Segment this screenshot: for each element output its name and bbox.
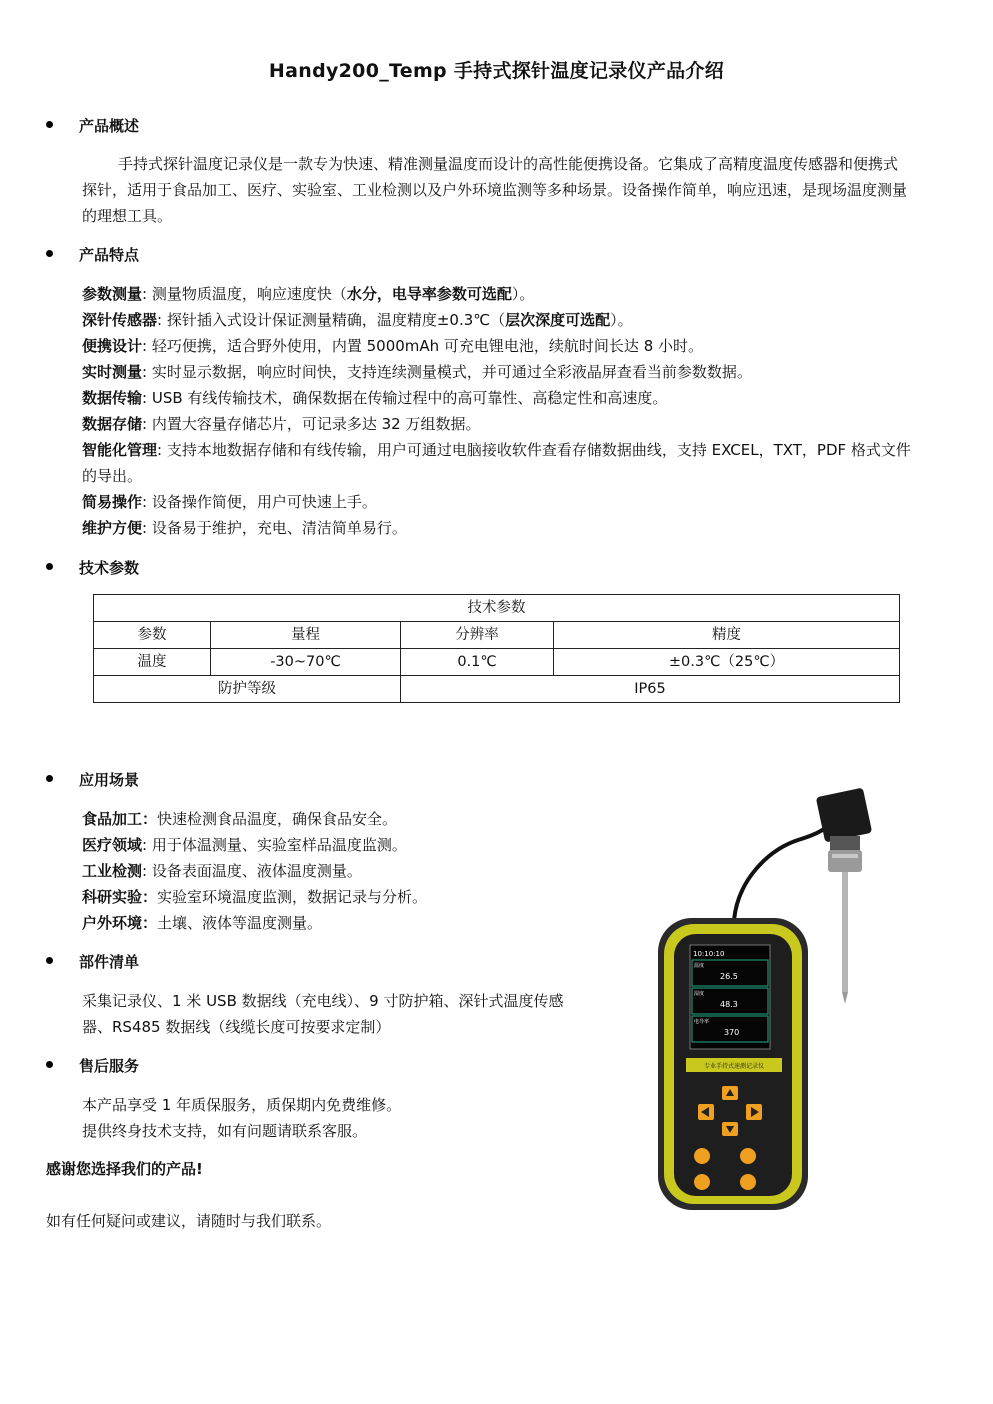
feature-item: 深针传感器: 探针插入式设计保证测量精确，温度精度±0.3℃（层次深度可选配）。 <box>82 311 633 329</box>
svg-text:电导率: 电导率 <box>694 1019 710 1025</box>
svg-text:370: 370 <box>724 1028 740 1037</box>
device-illustration <box>648 780 888 1220</box>
thanks-text: 感谢您选择我们的产品! <box>46 1160 203 1178</box>
bullet-icon <box>46 563 53 570</box>
contact-text: 如有任何疑问或建议，请随时与我们联系。 <box>46 1212 332 1230</box>
table-row <box>94 676 900 703</box>
application-item: 工业检测: 设备表面温度、液体温度测量。 <box>82 862 362 880</box>
feature-item: 智能化管理: 支持本地数据存储和有线传输，用户可通过电脑接收软件查看存储数据曲线，支持 EXCEL，TXT，PDF 格式文件的导出。 <box>82 441 911 485</box>
spec-table-title: 技术参数 <box>94 595 900 622</box>
table-cell: IP65 <box>401 676 900 703</box>
service-line: 本产品享受 1 年质保服务，质保期内免费维修。 <box>82 1096 402 1114</box>
bullet-icon <box>46 957 53 964</box>
svg-text:26.5: 26.5 <box>720 972 738 981</box>
table-header: 分辨率 <box>401 622 554 649</box>
svg-text:48.3: 48.3 <box>720 1000 738 1009</box>
bullet-icon <box>46 121 53 128</box>
section-heading-specs: 技术参数 <box>46 555 139 581</box>
table-row <box>94 649 900 676</box>
table-header-row <box>94 622 900 649</box>
parts-paragraph <box>82 988 642 1040</box>
parts-line: 器、RS485 数据线（线缆长度可按要求定制） <box>82 1018 391 1036</box>
bullet-icon <box>46 775 53 782</box>
section-heading-features: 产品特点 <box>46 242 139 268</box>
svg-text:10:10:10: 10:10:10 <box>693 950 725 958</box>
svg-text:湿度: 湿度 <box>694 991 705 997</box>
parts-line: 采集记录仪、1 米 USB 数据线（充电线）、9 寸防护箱、深针式温度传感 <box>82 992 564 1010</box>
feature-item: 实时测量: 实时显示数据，响应时间快，支持连续测量模式，并可通过全彩液晶屏查看当前参数数据。 <box>82 363 752 381</box>
service-line: 提供终身技术支持，如有问题请联系客服。 <box>82 1122 368 1140</box>
spec-table <box>93 594 900 703</box>
cable-icon <box>734 820 833 920</box>
overview-paragraph: 手持式探针温度记录仪是一款专为快速、精准测量温度而设计的高性能便携设备。它集成了高精度温度传感器和便携式探针，适用于食品加工、医疗、实验室、工业检测以及户外环境监测等多种场景。设备操作简单，响应迅速，是现场温度测量的理想工具。 <box>82 155 908 225</box>
feature-item: 简易操作: 设备操作简便，用户可快速上手。 <box>82 493 377 511</box>
svg-text:专业手持式速测记录仪: 专业手持式速测记录仪 <box>704 1063 765 1070</box>
section-heading-applications: 应用场景 <box>46 767 139 793</box>
back-button-icon <box>740 1148 756 1164</box>
power-button-icon <box>740 1174 756 1190</box>
service-paragraph <box>82 1092 642 1144</box>
feature-item: 数据传输: USB 有线传输技术，确保数据在传输过程中的高可靠性、高稳定性和高速度。 <box>82 389 668 407</box>
svg-text:温度: 温度 <box>694 963 705 969</box>
bluetooth-button-icon <box>694 1174 710 1190</box>
ok-button-icon <box>694 1148 710 1164</box>
page-title: Handy200_Temp 手持式探针温度记录仪产品介绍 <box>268 60 725 82</box>
table-cell: -30~70℃ <box>211 649 401 676</box>
feature-item: 数据存储: 内置大容量存储芯片，可记录多达 32 万组数据。 <box>82 415 481 433</box>
features-list <box>82 281 912 541</box>
applications-list <box>82 806 622 936</box>
feature-item: 参数测量: 测量物质温度，响应速度快（水分，电导率参数可选配）。 <box>82 285 535 303</box>
table-header: 参数 <box>94 622 211 649</box>
probe-housing-icon <box>828 850 862 872</box>
section-heading-service: 售后服务 <box>46 1053 139 1079</box>
table-cell: 温度 <box>94 649 211 676</box>
bullet-icon <box>46 1061 53 1068</box>
table-cell: 防护等级 <box>94 676 401 703</box>
bullet-icon <box>46 250 53 257</box>
connector-icon <box>816 788 873 843</box>
feature-item: 便携设计: 轻巧便携，适合野外使用，内置 5000mAh 可充电锂电池，续航时间长达 8 小时。 <box>82 337 704 355</box>
section-heading-parts: 部件清单 <box>46 949 139 975</box>
application-item: 户外环境：土壤、液体等温度测量。 <box>82 914 323 932</box>
application-item: 医疗领域: 用于体温测量、实验室样品温度监测。 <box>82 836 407 854</box>
table-header: 量程 <box>211 622 401 649</box>
application-item: 科研实验：实验室环境温度监测，数据记录与分析。 <box>82 888 428 906</box>
feature-item: 维护方便: 设备易于维护，充电、清洁简单易行。 <box>82 519 407 537</box>
table-header: 精度 <box>554 622 900 649</box>
section-heading-overview: 产品概述 <box>46 113 139 139</box>
table-cell: ±0.3℃（25℃） <box>554 649 900 676</box>
table-cell: 0.1℃ <box>401 649 554 676</box>
probe-rod-icon <box>842 872 848 992</box>
application-item: 食品加工：快速检测食品温度，确保食品安全。 <box>82 810 398 828</box>
